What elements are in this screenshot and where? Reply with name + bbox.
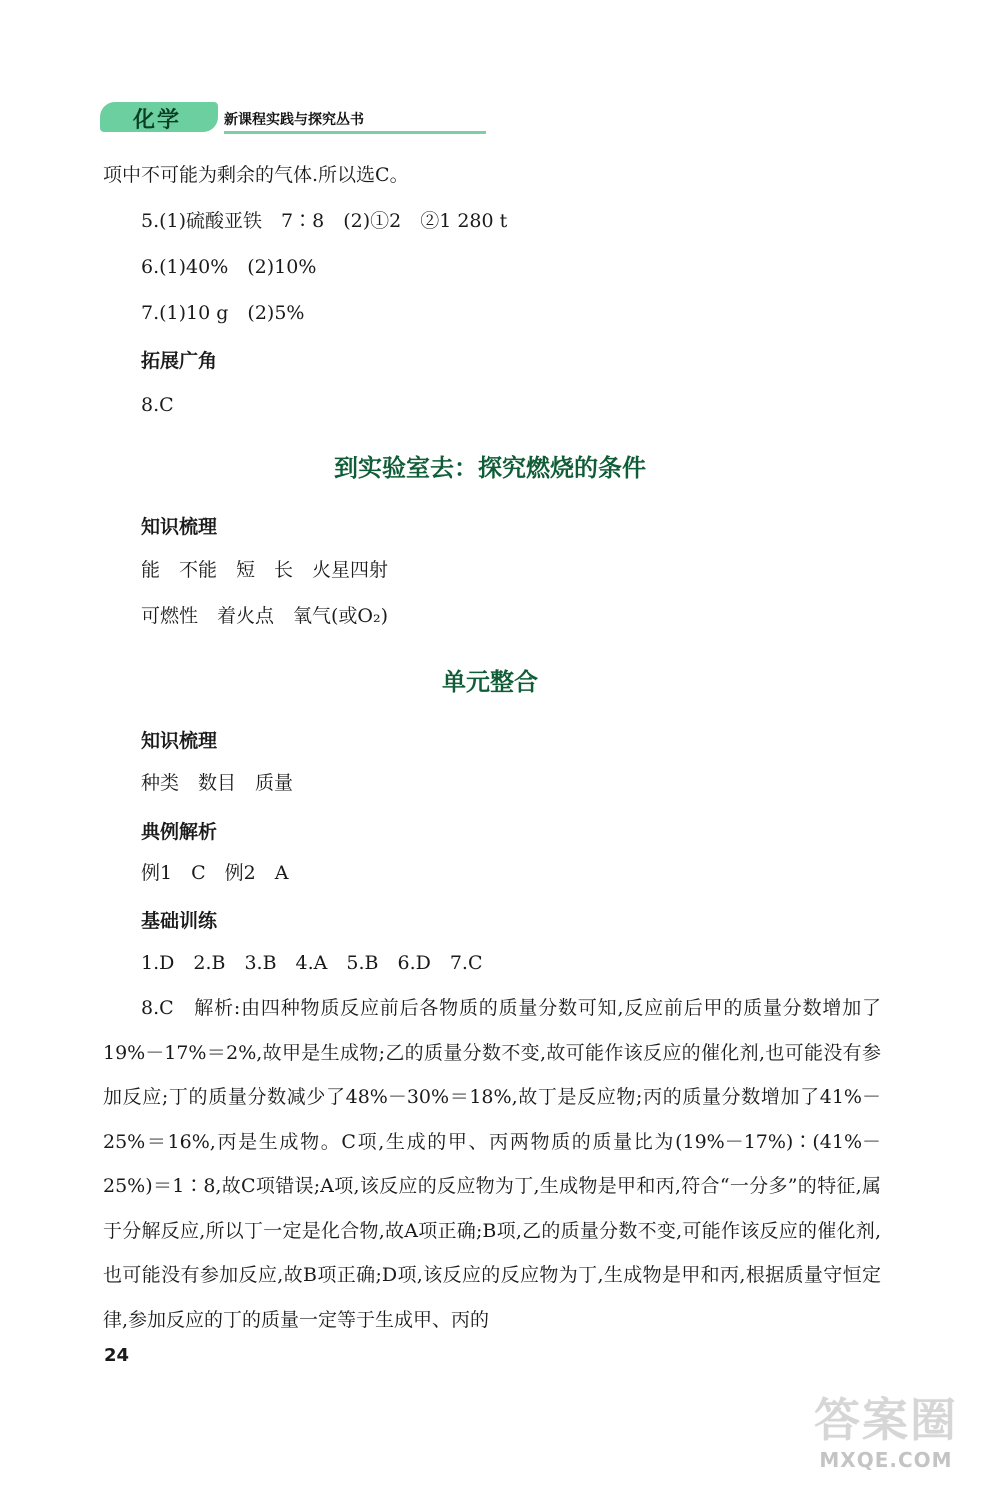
unit-knowledge-heading: 知识梳理 bbox=[141, 730, 218, 752]
basic-training-heading: 基础训练 bbox=[141, 910, 218, 932]
lab-knowledge-heading: 知识梳理 bbox=[141, 516, 218, 538]
answer-line-4: 7.(1)10 g (2)5% bbox=[141, 302, 305, 324]
watermark bbox=[786, 1392, 986, 1482]
extension-answer: 8.C bbox=[141, 394, 174, 416]
subject-badge bbox=[100, 102, 218, 132]
lab-section-title: 到实验室去：探究燃烧的条件 bbox=[334, 454, 646, 482]
lab-line-2: 可燃性 着火点 氧气(或O₂) bbox=[141, 605, 389, 627]
subject-label: 化学 bbox=[133, 108, 182, 133]
answer-line-3: 6.(1)40% (2)10% bbox=[141, 256, 317, 278]
basic-training-line: 1.D 2.B 3.B 4.A 5.B 6.D 7.C bbox=[141, 952, 483, 974]
examples-heading: 典例解析 bbox=[141, 821, 218, 843]
page-number: 24 bbox=[104, 1345, 130, 1366]
watermark-url: MXQE.COM bbox=[819, 1448, 953, 1472]
header-divider bbox=[224, 131, 486, 134]
explanation-paragraph bbox=[103, 986, 881, 1342]
series-title: 新课程实践与探究丛书 bbox=[224, 112, 364, 128]
unit-section-title: 单元整合 bbox=[442, 668, 538, 696]
extension-heading: 拓展广角 bbox=[141, 350, 218, 372]
examples-line: 例1 C 例2 A bbox=[141, 862, 289, 884]
explanation-text: 8.C 解析:由四种物质反应前后各物质的质量分数可知,反应前后甲的质量分数增加了19%－17%＝2%,故甲是生成物;乙的质量分数不变,故可能作该反应的催化剂,也可能没有参加反应;丁的质量分数减少了48%－30%＝18%,故丁是反应物;丙的质量分数增加了41%－25%＝16%,丙是生成物。C项,生成的甲、丙两物质的质量比为(19%－17%)∶(41%－25%)＝1∶8,故C项错误;A项,该反应的反应物为丁,生成物是甲和丙,符合“一分多”的特征,属于分解反应,所以丁一定是化合物,故A项正确;B项,乙的质量分数不变,可能作该反应的催化剂,也可能没有参加反应,故B项正确;D项,该反应的反应物为丁,生成物是甲和丙,根据质量守恒定律,参加反应的丁的质量一定等于生成甲、丙的 bbox=[103, 997, 881, 1331]
lab-line-1: 能 不能 短 长 火星四射 bbox=[141, 559, 389, 581]
page-header bbox=[100, 100, 400, 136]
answer-line-1: 项中不可能为剩余的气体.所以选C。 bbox=[103, 164, 409, 186]
unit-knowledge-line: 种类 数目 质量 bbox=[141, 772, 294, 794]
watermark-logo: 答案圈 bbox=[814, 1393, 958, 1447]
answer-line-2: 5.(1)硫酸亚铁 7∶8 (2)①2 ②1 280 t bbox=[141, 210, 508, 232]
